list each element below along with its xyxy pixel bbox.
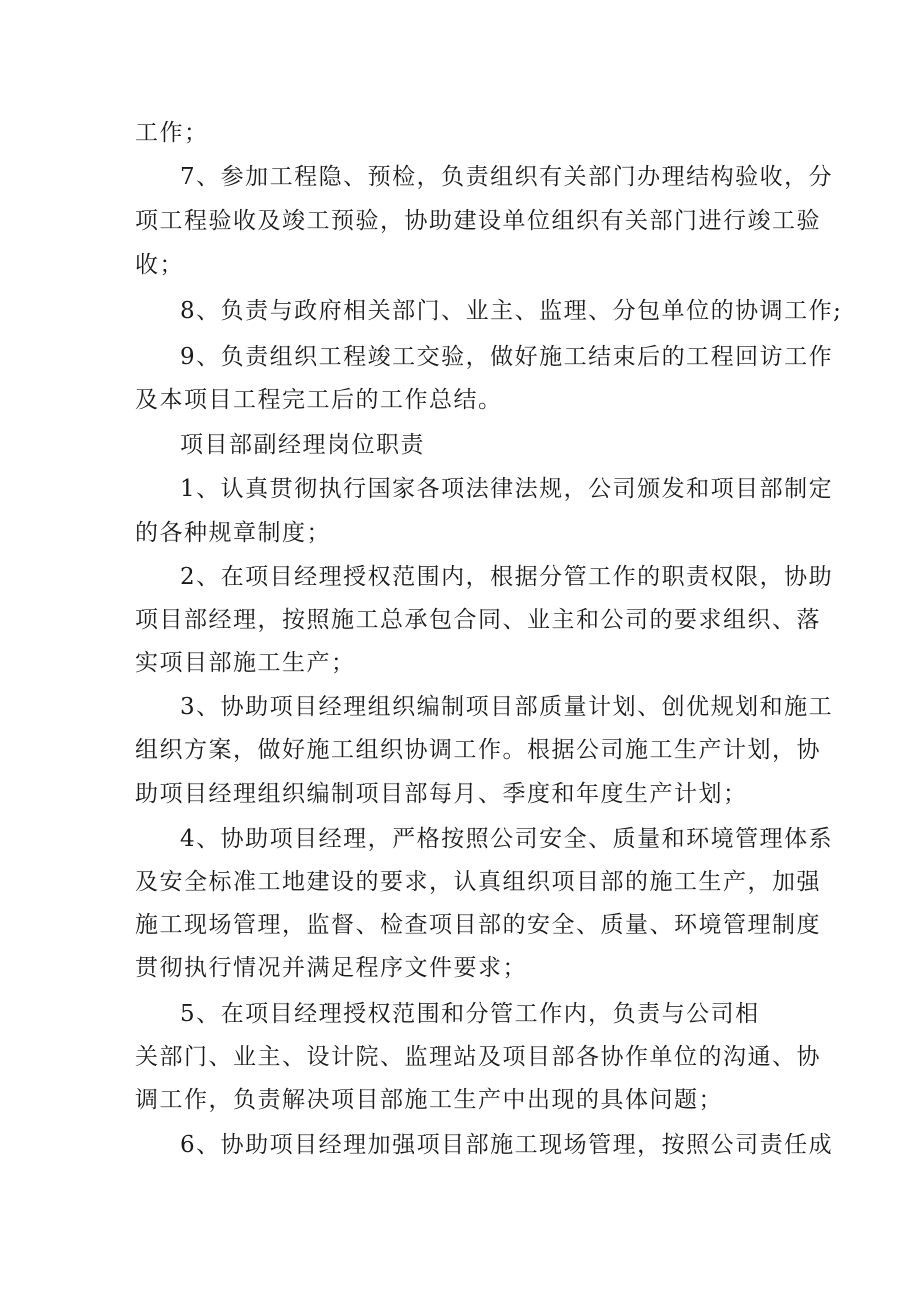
- text-line: 8、负责与政府相关部门、业主、监理、分包单位的协调工作;: [180, 298, 843, 324]
- text-line: 3、协助项目经理组织编制项目部质量计划、创优规划和施工: [180, 694, 834, 720]
- section-heading: 项目部副经理岗位职责: [180, 432, 425, 458]
- text-line: 6、协助项目经理加强项目部施工现场管理，按照公司责任成: [180, 1132, 834, 1158]
- text-line: 7、参加工程隐、预检，负责组织有关部门办理结构验收，分: [180, 164, 834, 190]
- text-line: 助项目经理组织编制项目部每月、季度和年度生产计划；: [135, 781, 748, 807]
- text-line: 2、在项目经理授权范围内，根据分管工作的职责权限，协助: [180, 564, 834, 590]
- text-line: 收；: [135, 252, 184, 278]
- text-line: 调工作，负责解决项目部施工生产中出现的具体问题；: [135, 1087, 723, 1113]
- text-line: 工作；: [135, 120, 209, 146]
- text-line: 项目部经理，按照施工总承包合同、业主和公司的要求组织、落: [135, 607, 821, 633]
- text-line: 9、负责组织工程竣工交验，做好施工结束后的工程回访工作: [180, 344, 834, 370]
- text-line: 实项目部施工生产；: [135, 650, 356, 676]
- text-line: 组织方案，做好施工组织协调工作。根据公司施工生产计划，协: [135, 737, 821, 763]
- text-line: 的各种规章制度；: [135, 520, 331, 546]
- text-line: 1、认真贯彻执行国家各项法律法规，公司颁发和项目部制定: [180, 476, 834, 502]
- text-line: 施工现场管理，监督、检查项目部的安全、质量、环境管理制度: [135, 912, 821, 938]
- text-line: 项工程验收及竣工预验，协助建设单位组织有关部门进行竣工验: [135, 208, 821, 234]
- text-line: 及安全标准工地建设的要求，认真组织项目部的施工生产，加强: [135, 869, 821, 895]
- text-line: 5、在项目经理授权范围和分管工作内，负责与公司相: [180, 1001, 760, 1027]
- text-line: 及本项目工程完工后的工作总结。: [135, 387, 503, 413]
- text-line: 贯彻执行情况并满足程序文件要求；: [135, 955, 527, 981]
- text-line: 4、协助项目经理，严格按照公司安全、质量和环境管理体系: [180, 826, 834, 852]
- text-line: 关部门、业主、设计院、监理站及项目部各协作单位的沟通、协: [135, 1044, 821, 1070]
